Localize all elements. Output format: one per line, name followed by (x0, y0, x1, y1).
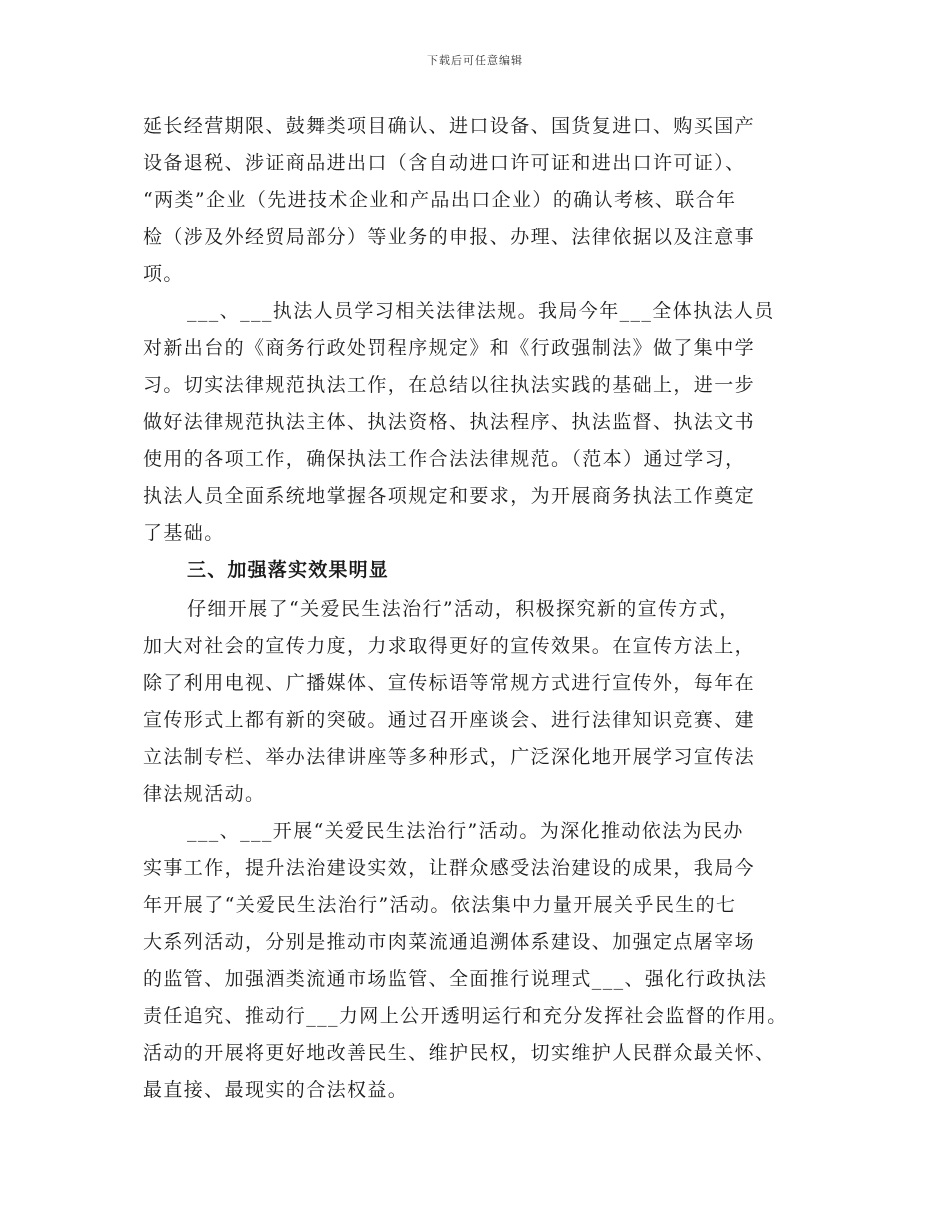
text-line: 延长经营期限、鼓舞类项目确认、进口设备、国货复进口、购买国产 (143, 115, 756, 137)
text-line: 年开展了“关爱民生法治行”活动。依法集中力量开展关乎民生的七 (143, 894, 737, 916)
text-line: 检（涉及外经贸局部分）等业务的申报、办理、法律依据以及注意事 (143, 226, 756, 248)
text-line: 实事工作，提升法治建设实效，让群众感受法治建设的成果，我局今 (143, 857, 756, 879)
text-line: 了基础。 (143, 522, 225, 544)
text-line: 使用的各项工作，确保执法工作合法法律规范。（范本）通过学习， (143, 448, 746, 470)
text-line: 除了利用电视、广播媒体、宣传标语等常规方式进行宣传外，每年在 (143, 672, 756, 694)
text-line: 责任追究、推动行___力网上公开透明运行和充分发挥社会监督的作用。 (143, 1005, 788, 1027)
text-line: 大系列活动，分别是推动市肉菜流通追溯体系建设、加强定点屠宰场 (143, 931, 756, 953)
text-line: 立法制专栏、举办法律讲座等多种形式，广泛深化地开展学习宣传法 (143, 746, 756, 768)
text-line: 最直接、最现实的合法权益。 (143, 1079, 409, 1101)
paragraph-first-line: 仔细开展了“关爱民生法治行”活动，积极探究新的宣传方式， (187, 598, 740, 620)
text-line: 对新出台的《商务行政处罚程序规定》和《行政强制法》做了集中学 (143, 337, 756, 359)
section-heading: 三、加强落实效果明显 (187, 559, 390, 581)
text-line: 的监管、加强酒类流通市场监管、全面推行说理式___、强化行政执法 (143, 968, 768, 990)
text-line: 做好法律规范执法主体、执法资格、执法程序、执法监督、执法文书 (143, 411, 756, 433)
text-line: 项。 (143, 263, 184, 285)
paragraph-first-line: ___、___执法人员学习相关法律法规。我局今年___全体执法人员 (187, 300, 775, 322)
text-line: 执法人员全面系统地掌握各项规定和要求，为开展商务执法工作奠定 (143, 485, 756, 507)
text-line: 习。切实法律规范执法工作，在总结以往执法实践的基础上，进一步 (143, 374, 756, 396)
text-line: “两类”企业（先进技术企业和产品出口企业）的确认考核、联合年 (143, 189, 737, 211)
text-line: 宣传形式上都有新的突破。通过召开座谈会、进行法律知识竞赛、建 (143, 709, 756, 731)
paragraph-first-line: ___、___开展“关爱民生法治行”活动。为深化推动依法为民办 (187, 820, 744, 842)
page-header: 下载后可任意编辑 (427, 54, 523, 67)
text-line: 活动的开展将更好地改善民生、维护民权，切实维护人民群众最关怀、 (143, 1042, 776, 1064)
text-line: 设备退税、涉证商品进出口（含自动进口许可证和进出口许可证）、 (143, 152, 746, 174)
text-line: 律法规活动。 (143, 783, 266, 805)
text-line: 加大对社会的宣传力度，力求取得更好的宣传效果。在宣传方法上， (143, 635, 756, 657)
